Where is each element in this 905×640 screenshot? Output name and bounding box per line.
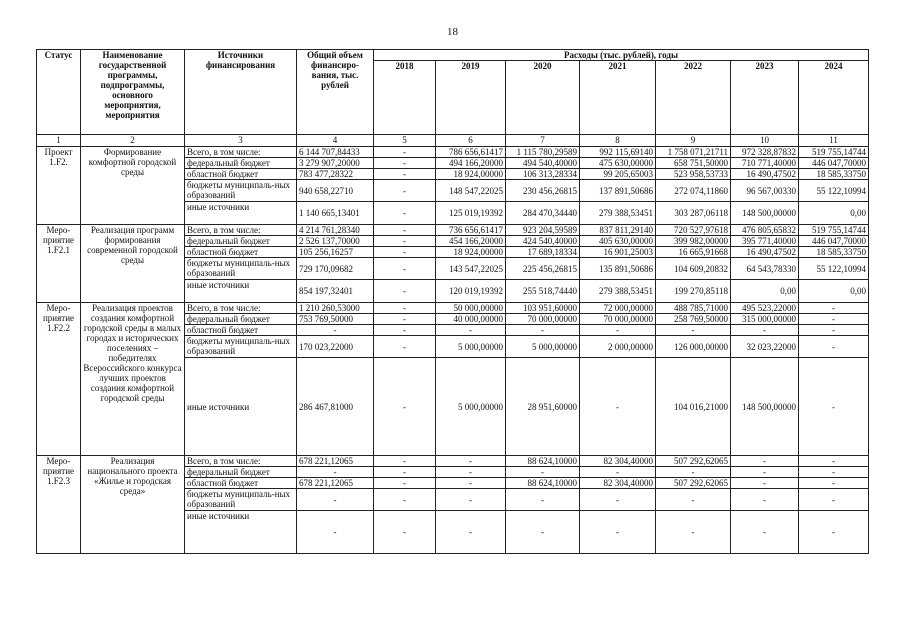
total-amount-cell: 170 023,22000 [297,336,374,358]
year-amount-cell: - [374,467,436,478]
column-number: 10 [731,135,799,147]
year-amount-cell: 96 567,00330 [731,180,799,202]
year-amount-cell: - [436,511,506,554]
year-amount-cell: 1 758 071,21711 [656,147,731,158]
year-amount-cell: 720 527,97618 [656,225,731,236]
year-amount-cell: 104 016,21000 [656,358,731,456]
year-amount-cell: - [374,489,436,511]
budget-body [37,147,869,554]
year-amount-cell: 230 456,26815 [506,180,580,202]
funding-source-cell: бюджеты муниципаль-ных образований [185,258,297,280]
year-amount-cell: 18 585,33750 [799,169,869,180]
column-number: 6 [436,135,506,147]
year-amount-cell: 494 540,40000 [506,158,580,169]
year-amount-cell: - [374,358,436,456]
funding-source-cell: Всего, в том числе: [185,456,297,467]
year-amount-cell: - [799,325,869,336]
year-amount-cell: - [506,489,580,511]
total-amount-cell: - [297,467,374,478]
total-amount-cell: 678 221,12065 [297,456,374,467]
header-status: Статус [37,50,81,135]
year-amount-cell: 255 518,74440 [506,280,580,303]
column-number: 2 [81,135,185,147]
year-amount-cell: - [656,467,731,478]
year-amount-cell: - [799,511,869,554]
header-total: Общий объем финансиро-вания, тыс. рублей [297,50,374,135]
year-amount-cell: 786 656,61417 [436,147,506,158]
year-amount-cell: 507 292,62065 [656,478,731,489]
table-row [37,147,869,158]
header-year: 2019 [436,61,506,135]
total-amount-cell: 286 467,81000 [297,358,374,456]
year-amount-cell: 315 000,00000 [731,314,799,325]
header-name: Наименование государственной программы, подпрограммы, основного мероприятия, мероприятия [81,50,185,135]
year-amount-cell: - [374,325,436,336]
funding-source-cell: федеральный бюджет [185,158,297,169]
budget-table [36,49,869,554]
header-year: 2018 [374,61,436,135]
header-sources: Источники финансирования [185,50,297,135]
total-amount-cell: 678 221,12065 [297,478,374,489]
funding-source-cell: областной бюджет [185,478,297,489]
header-year: 2024 [799,61,869,135]
year-amount-cell: 28 951,60000 [506,358,580,456]
year-amount-cell: 55 122,10994 [799,258,869,280]
year-amount-cell: 710 771,40000 [731,158,799,169]
year-amount-cell: 16 665,91668 [656,247,731,258]
year-amount-cell: - [506,511,580,554]
status-cell: Меро-приятие 1.F2.2 [37,303,81,456]
year-amount-cell: 50 000,00000 [436,303,506,314]
year-amount-cell: - [374,225,436,236]
year-amount-cell: - [374,247,436,258]
funding-source-cell: бюджеты муниципаль-ных образований [185,180,297,202]
funding-source-cell: Всего, в том числе: [185,225,297,236]
column-number: 1 [37,135,81,147]
year-amount-cell: - [374,236,436,247]
year-amount-cell: 2 000,00000 [580,336,656,358]
year-amount-cell: 992 115,69140 [580,147,656,158]
year-amount-cell: 972 328,87832 [731,147,799,158]
column-numbers-row [37,135,869,147]
year-amount-cell: - [799,478,869,489]
year-amount-cell: 16 490,47502 [731,247,799,258]
year-amount-cell: - [374,314,436,325]
year-amount-cell: 103 951,60000 [506,303,580,314]
year-amount-cell: 135 891,50686 [580,258,656,280]
total-amount-cell: 4 214 761,28340 [297,225,374,236]
funding-source-cell: бюджеты муниципаль-ных образований [185,336,297,358]
year-amount-cell: 199 270,85118 [656,280,731,303]
year-amount-cell: 106 313,28334 [506,169,580,180]
year-amount-cell: - [580,325,656,336]
year-amount-cell: 923 204,59589 [506,225,580,236]
year-amount-cell: 70 000,00000 [506,314,580,325]
total-amount-cell: 6 144 707,84433 [297,147,374,158]
column-number: 3 [185,135,297,147]
year-amount-cell: 399 982,00000 [656,236,731,247]
year-amount-cell: - [656,325,731,336]
total-amount-cell: - [297,489,374,511]
year-amount-cell: - [799,336,869,358]
year-amount-cell: - [799,489,869,511]
column-number: 4 [297,135,374,147]
year-amount-cell: - [506,467,580,478]
year-amount-cell: - [374,147,436,158]
year-amount-cell: 0,00 [799,202,869,225]
year-amount-cell: 5 000,00000 [436,358,506,456]
year-amount-cell: 88 624,10000 [506,478,580,489]
year-amount-cell: - [799,467,869,478]
total-amount-cell: 940 658,22710 [297,180,374,202]
year-amount-cell: 125 019,19392 [436,202,506,225]
total-amount-cell: 854 197,32401 [297,280,374,303]
funding-source-cell: иные источники [185,358,297,456]
year-amount-cell: - [731,456,799,467]
year-amount-cell: - [374,202,436,225]
year-amount-cell: 494 166,20000 [436,158,506,169]
year-amount-cell: 424 540,40000 [506,236,580,247]
funding-source-cell: областной бюджет [185,247,297,258]
year-amount-cell: 837 811,29140 [580,225,656,236]
table-row [37,225,869,236]
year-amount-cell: 279 388,53451 [580,202,656,225]
year-amount-cell: - [506,325,580,336]
year-amount-cell: 405 630,00000 [580,236,656,247]
program-name-cell: Реализация национального проекта «Жилье и городская среда» [81,456,185,554]
year-amount-cell: 258 769,50000 [656,314,731,325]
funding-source-cell: бюджеты муниципаль-ных образований [185,489,297,511]
year-amount-cell: 284 470,34440 [506,202,580,225]
funding-source-cell: иные источники [185,511,297,554]
year-amount-cell: - [436,325,506,336]
year-amount-cell: - [731,489,799,511]
year-amount-cell: 475 630,00000 [580,158,656,169]
year-amount-cell: 99 205,65003 [580,169,656,180]
year-amount-cell: 476 805,65832 [731,225,799,236]
year-amount-cell: 148 500,00000 [731,202,799,225]
year-amount-cell: 17 689,18334 [506,247,580,258]
year-amount-cell: 126 000,00000 [656,336,731,358]
year-amount-cell: - [374,478,436,489]
header-year: 2021 [580,61,656,135]
year-amount-cell: - [374,456,436,467]
funding-source-cell: федеральный бюджет [185,236,297,247]
year-amount-cell: 148 547,22025 [436,180,506,202]
year-amount-cell: 5 000,00000 [506,336,580,358]
funding-source-cell: Всего, в том числе: [185,303,297,314]
funding-source-cell: федеральный бюджет [185,314,297,325]
year-amount-cell: 279 388,53451 [580,280,656,303]
year-amount-cell: 18 924,00000 [436,247,506,258]
year-amount-cell: 104 609,20832 [656,258,731,280]
year-amount-cell: 148 500,00000 [731,358,799,456]
column-number: 9 [656,135,731,147]
total-amount-cell: 1 210 260,53000 [297,303,374,314]
year-amount-cell: 523 958,53733 [656,169,731,180]
year-amount-cell: 82 304,40000 [580,456,656,467]
status-cell: Проект 1.F2. [37,147,81,225]
total-amount-cell: - [297,511,374,554]
total-amount-cell: 2 526 137,70000 [297,236,374,247]
funding-source-cell: областной бюджет [185,169,297,180]
year-amount-cell: 1 115 780,29589 [506,147,580,158]
year-amount-cell: - [374,336,436,358]
year-amount-cell: - [799,358,869,456]
year-amount-cell: 64 543,78330 [731,258,799,280]
funding-source-cell: федеральный бюджет [185,467,297,478]
status-cell: Меро-приятие 1.F2.3 [37,456,81,554]
year-amount-cell: 488 785,71000 [656,303,731,314]
year-amount-cell: 454 166,20000 [436,236,506,247]
year-amount-cell: - [731,325,799,336]
total-amount-cell: 783 477,28322 [297,169,374,180]
program-name-cell: Реализация проектов создания комфортной городской среды в малых городах и исторических поселениях – победителях Всероссийского конкурса лучших проектов создания комфортной городской среды [81,303,185,456]
year-amount-cell: - [799,303,869,314]
funding-source-cell: Всего, в том числе: [185,147,297,158]
year-amount-cell: 0,00 [731,280,799,303]
year-amount-cell: - [374,511,436,554]
year-amount-cell: 0,00 [799,280,869,303]
year-amount-cell: 519 755,14744 [799,225,869,236]
year-amount-cell: - [731,511,799,554]
year-amount-cell: 303 287,06118 [656,202,731,225]
year-amount-cell: 446 047,70000 [799,236,869,247]
year-amount-cell: - [731,478,799,489]
funding-source-cell: иные источники [185,202,297,225]
header-year: 2023 [731,61,799,135]
column-number: 5 [374,135,436,147]
year-amount-cell: - [436,467,506,478]
funding-source-cell: областной бюджет [185,325,297,336]
year-amount-cell: - [799,456,869,467]
table-row [37,456,869,467]
page-number: 18 [447,26,458,38]
status-cell: Меро-приятие 1.F2.1 [37,225,81,303]
year-amount-cell: 507 292,62065 [656,456,731,467]
total-amount-cell: 1 140 665,13401 [297,202,374,225]
total-amount-cell: - [297,325,374,336]
year-amount-cell: 5 000,00000 [436,336,506,358]
program-name-cell: Формирование комфортной городской среды [81,147,185,225]
year-amount-cell: 16 901,25003 [580,247,656,258]
year-amount-cell: 143 547,22025 [436,258,506,280]
year-amount-cell: 82 304,40000 [580,478,656,489]
year-amount-cell: - [799,314,869,325]
year-amount-cell: - [374,258,436,280]
year-amount-cell: - [436,478,506,489]
column-number: 7 [506,135,580,147]
year-amount-cell: 32 023,22000 [731,336,799,358]
year-amount-cell: 225 456,26815 [506,258,580,280]
year-amount-cell: - [374,158,436,169]
year-amount-cell: - [374,169,436,180]
year-amount-cell: 16 490,47502 [731,169,799,180]
year-amount-cell: 72 000,00000 [580,303,656,314]
total-amount-cell: 105 256,16257 [297,247,374,258]
year-amount-cell: 137 891,50686 [580,180,656,202]
year-amount-cell: - [436,456,506,467]
header-year: 2020 [506,61,580,135]
year-amount-cell: 495 523,22000 [731,303,799,314]
year-amount-cell: 272 074,11860 [656,180,731,202]
year-amount-cell: 519 755,14744 [799,147,869,158]
funding-source-cell: иные источники [185,280,297,303]
year-amount-cell: 55 122,10994 [799,180,869,202]
year-amount-cell: - [656,489,731,511]
year-amount-cell: 18 585,33750 [799,247,869,258]
column-number: 11 [799,135,869,147]
year-amount-cell: 70 000,00000 [580,314,656,325]
year-amount-cell: - [580,489,656,511]
year-amount-cell: - [374,303,436,314]
table-row [37,303,869,314]
total-amount-cell: 753 769,50000 [297,314,374,325]
year-amount-cell: - [374,280,436,303]
year-amount-cell: 446 047,70000 [799,158,869,169]
year-amount-cell: - [374,180,436,202]
year-amount-cell: 120 019,19392 [436,280,506,303]
year-amount-cell: - [436,489,506,511]
year-amount-cell: - [580,358,656,456]
year-amount-cell: 18 924,00000 [436,169,506,180]
year-amount-cell: 88 624,10000 [506,456,580,467]
year-amount-cell: - [731,467,799,478]
year-amount-cell: - [580,511,656,554]
header-expenses: Расходы (тыс. рублей), годы [374,50,869,61]
year-amount-cell: 736 656,61417 [436,225,506,236]
header-year: 2022 [656,61,731,135]
year-amount-cell: - [580,467,656,478]
year-amount-cell: 395 771,40000 [731,236,799,247]
total-amount-cell: 729 170,09682 [297,258,374,280]
year-amount-cell: - [656,511,731,554]
column-number: 8 [580,135,656,147]
year-amount-cell: 40 000,00000 [436,314,506,325]
total-amount-cell: 3 279 907,20000 [297,158,374,169]
year-amount-cell: 658 751,50000 [656,158,731,169]
program-name-cell: Реализация программ формирования современной городской среды [81,225,185,303]
